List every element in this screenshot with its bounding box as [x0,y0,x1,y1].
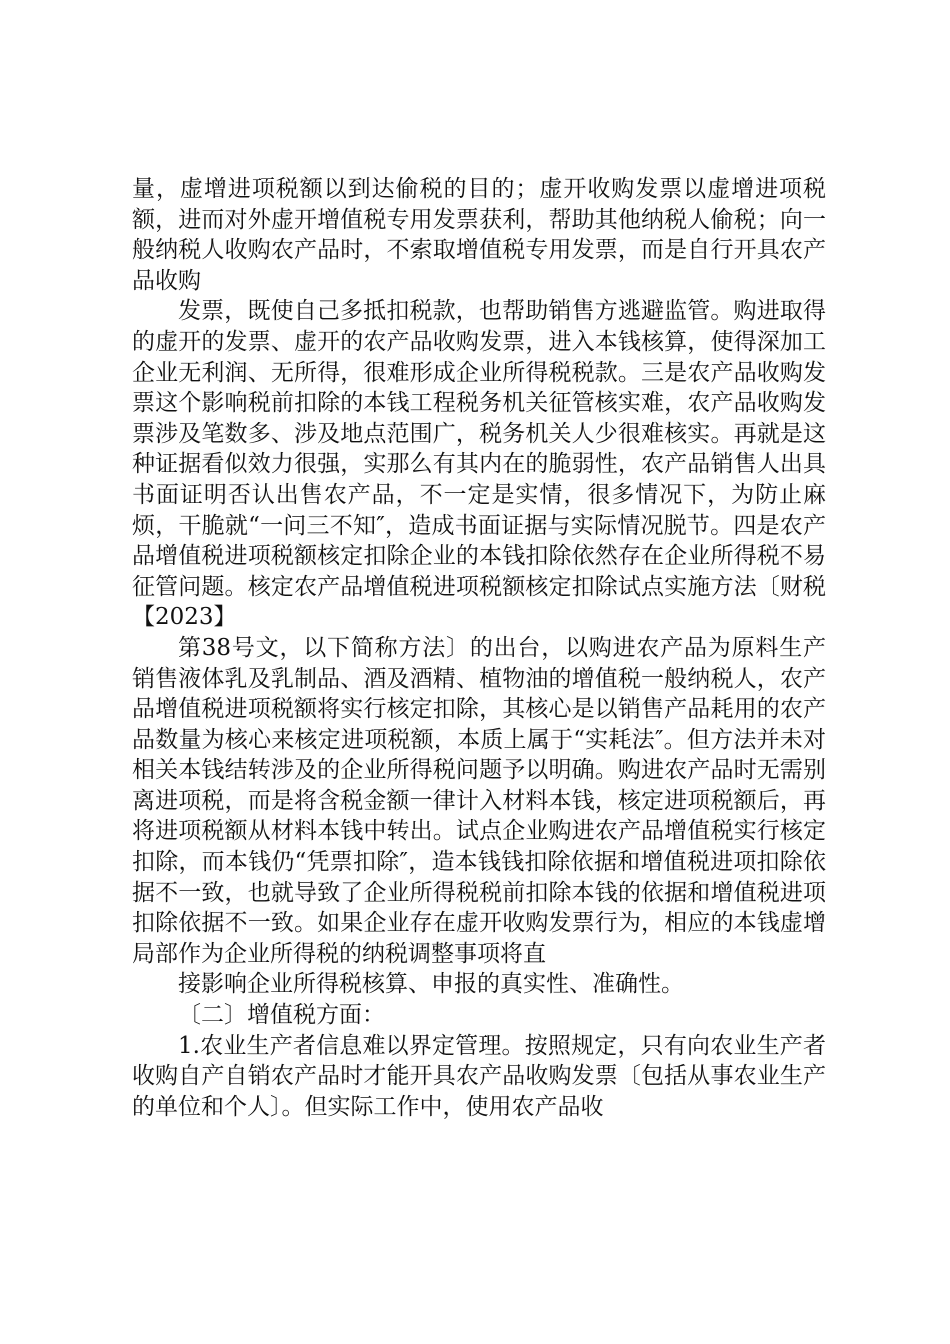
paragraph-income-tax-impact: 接影响企业所得税核算、申报的真实性、准确性。 [178,971,684,998]
section-heading-vat: 〔二〕增值税方面： [178,1002,385,1029]
paragraph-producer-info: 1.农业生产者信息难以界定管理。按照规定，只有向农业生产者收购自产自销农产品时才能开具农产品收购发票〔包括从事农业生产的单位和个人〕。但实际工作中，使用农产品收 [132,1032,826,1120]
document-body [132,174,826,1122]
paragraph-continuation: 量，虚增进项税额以到达偷税的目的；虚开收购发票以虚增进项税额，进而对外虚开增值税专用发票获利，帮助其他纳税人偷税；向一般纳税人收购农产品时，不索取增值税专用发票，而是自行开具农产品收购 [132,176,826,294]
paragraph-document-38: 第38号文，以下简称方法〕的出台，以购进农产品为原料生产销售液体乳及乳制品、酒及酒精、植物油的增值税一般纳税人，农产品增值税进项税额将实行核定扣除，其核心是以销售产品耗用的农产品数量为核心来核定进项税额，本质上属于“实耗法″。但方法并未对相关本钱结转涉及的企业所得税问题予以明确。购进农产品时无需别离进项税，而是将含税金额一律计入材料本钱，核定进项税额后，再将进项税额从材料本钱中转出。试点企业购进农产品增值税实行核定扣除，而本钱仍“凭票扣除″，造本钱钱扣除依据和增值税进项扣除依据不一致，也就导致了企业所得税税前扣除本钱的依据和增值税进项扣除依据不一致。如果企业存在虚开收购发票行为，相应的本钱虚增局部作为企业所得税的纳税调整事项将直 [132,634,826,967]
paragraph-invoice-issues: 发票，既使自己多抵扣税款，也帮助销售方逃避监管。购进取得的虚开的发票、虚开的农产品收购发票，进入本钱核算，使得深加工企业无利润、无所得，很难形成企业所得税税款。三是农产品收购发票这个影响税前扣除的本钱工程税务机关征管核实难，农产品收购发票涉及笔数多、涉及地点范围广，税务机关人少很难核实。再就是这种证据看似效力很强，实那么有其内在的脆弱性，农产品销售人出具书面证明否认出售农产品，不一定是实情，很多情况下，为防止麻烦，干脆就“一问三不知″，造成书面证据与实际情况脱节。四是农产品增值税进项税额核定扣除企业的本钱扣除依然存在企业所得税不易征管问题。核定农产品增值税进项税额核定扣除试点实施方法〔财税【2023】 [132,298,826,631]
